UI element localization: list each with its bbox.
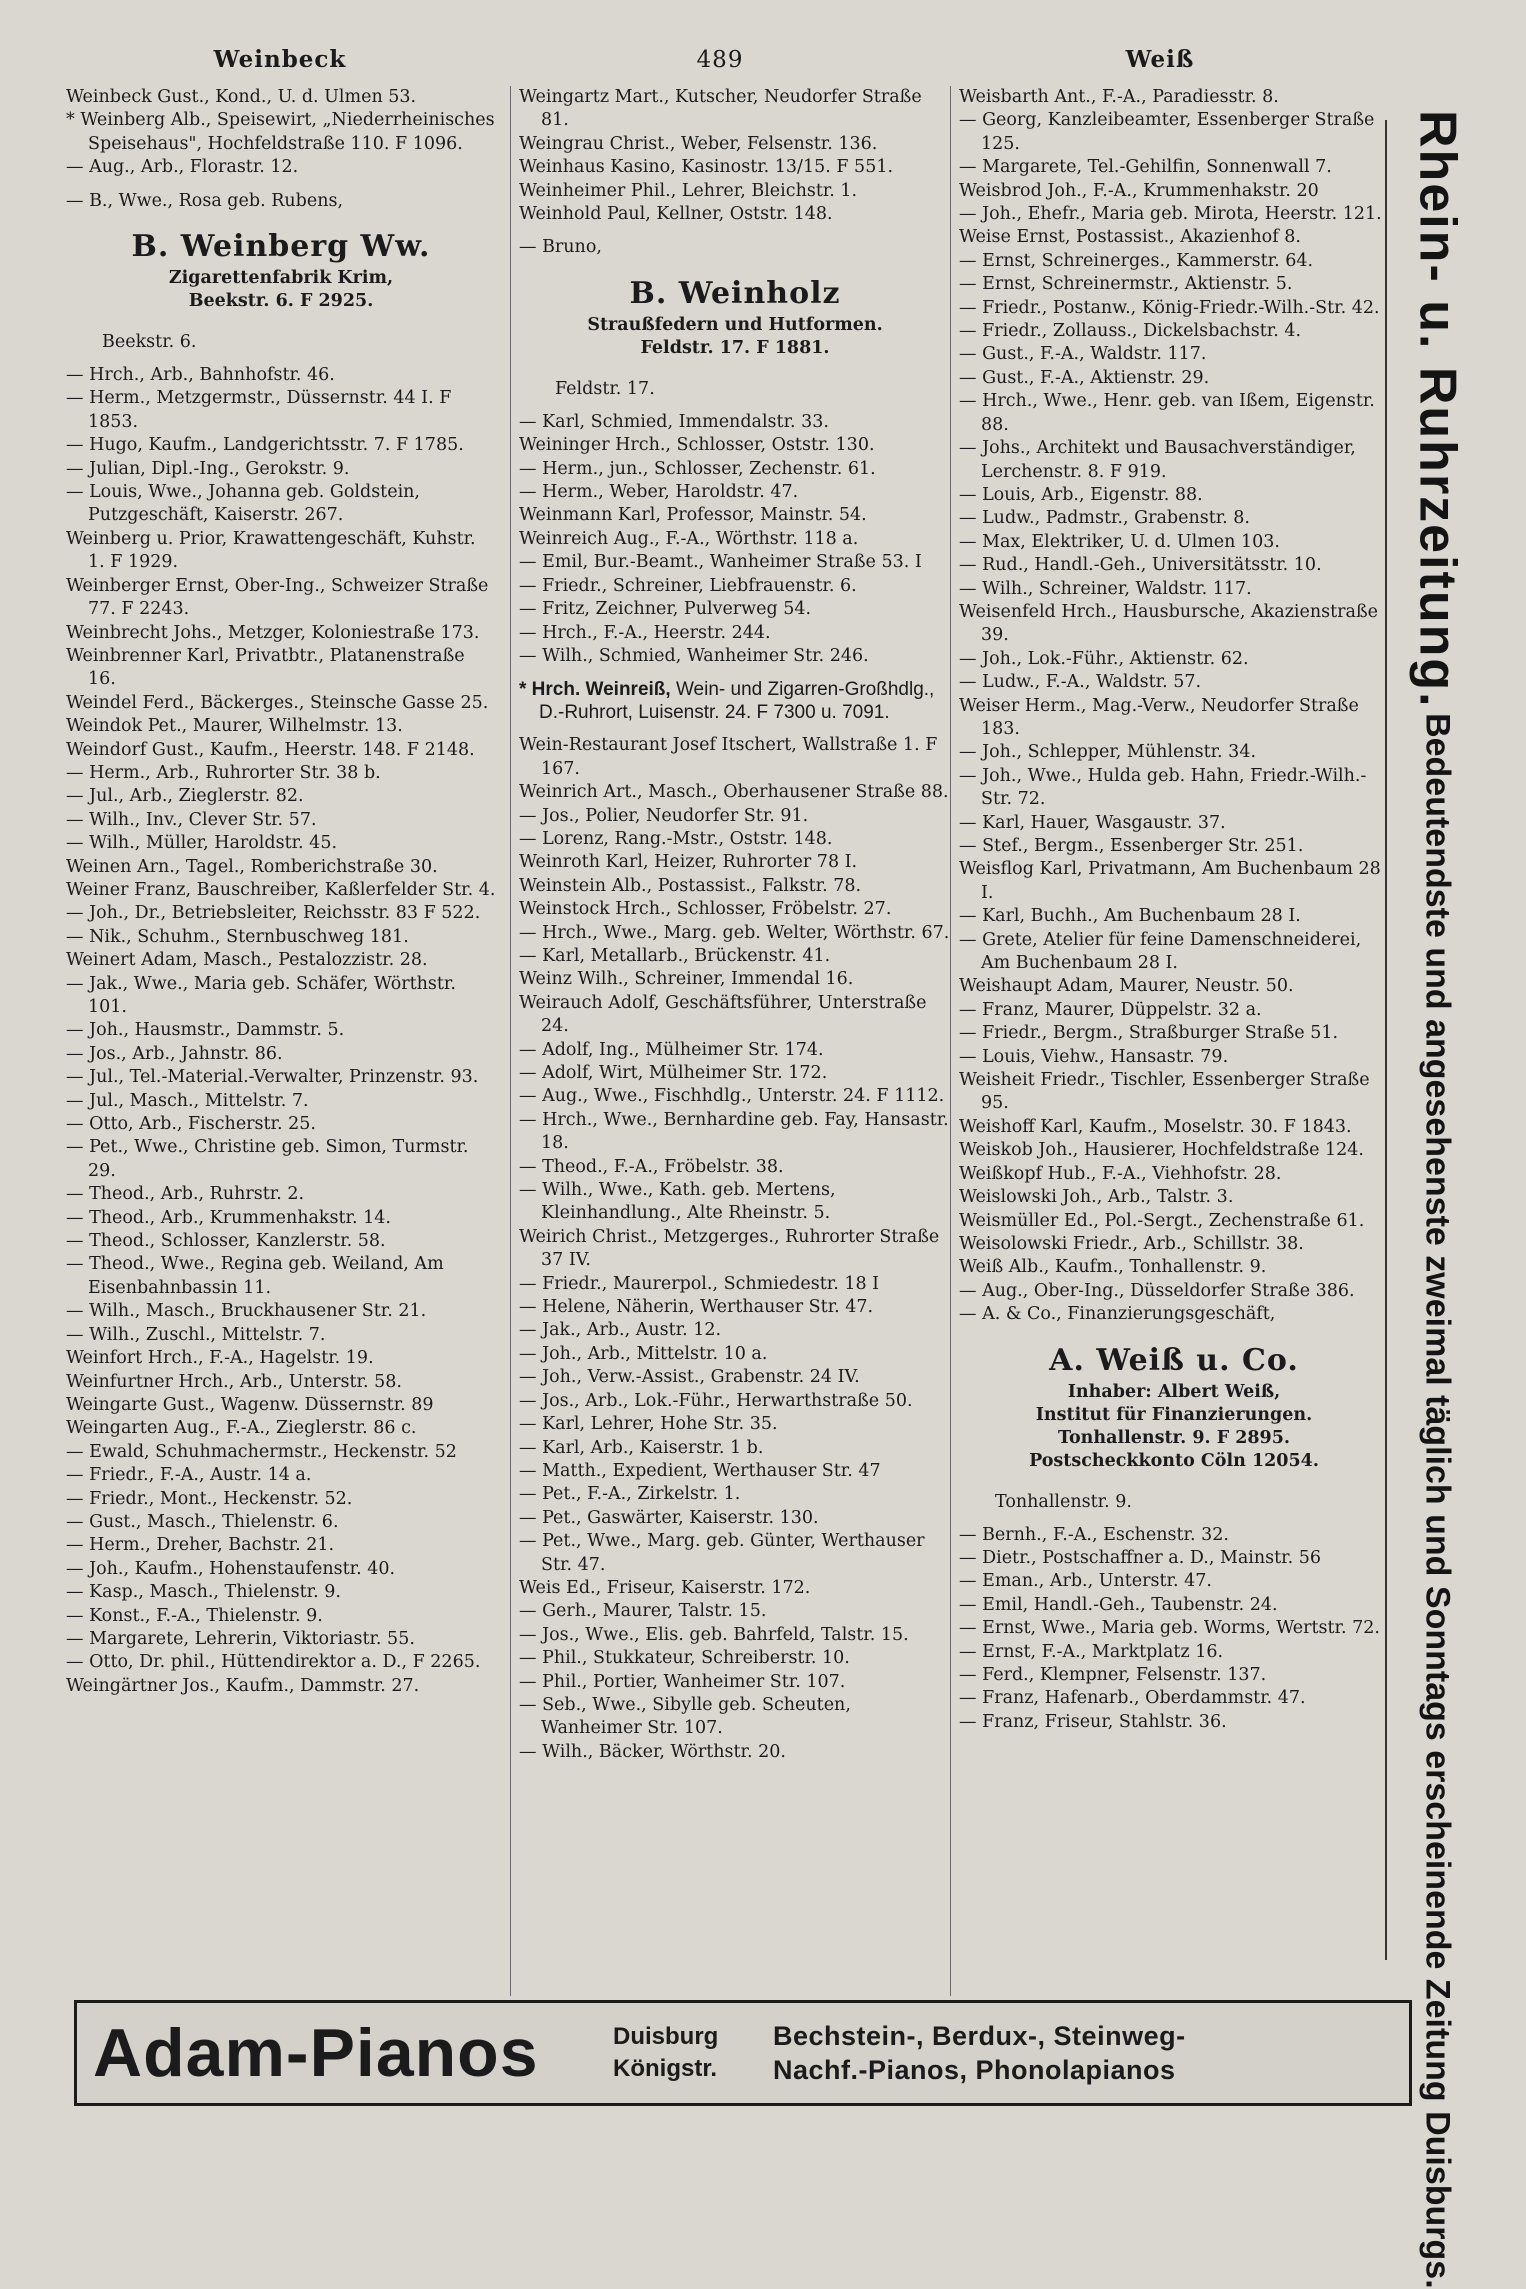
directory-entry: Weisolowski Friedr., Arb., Schillstr. 38. — [959, 1233, 1304, 1254]
directory-entry: — Otto, Arb., Fischerstr. 25. — [66, 1114, 316, 1135]
directory-entry: — Pet., Gaswärter, Kaiserstr. 130. — [519, 1507, 819, 1528]
directory-entry: — Friedr., Zollauss., Dickelsbachstr. 4. — [959, 321, 1302, 342]
directory-entry: — Bruno, — [519, 237, 602, 258]
directory-entry: — Friedr., Schreiner, Liebfrauenstr. 6. — [519, 575, 857, 596]
directory-entry: Weisenfeld Hrch., Hausbursche, Akazienstraße 39. — [959, 601, 1379, 646]
directory-entry: — Wilh., Bäcker, Wörthstr. 20. — [519, 1741, 786, 1762]
directory-entry: Weinstein Alb., Postassist., Falkstr. 78. — [519, 875, 862, 896]
col1-entries-a — [66, 86, 496, 213]
directory-entry: Weingartz Mart., Kutscher, Neudorfer Straße 81. — [519, 87, 922, 131]
directory-entry: Weinhold Paul, Kellner, Oststr. 148. — [519, 204, 833, 225]
ad-brand-name: Adam-Pianos — [93, 2015, 539, 2091]
directory-entry: — Gust., F.-A., Waldstr. 117. — [959, 344, 1207, 365]
directory-entry: — Karl, Schmied, Immendalstr. 33. — [519, 411, 829, 432]
directory-entry: — Hrch., Wwe., Bernhardine geb. Fay, Hansastr. 18. — [519, 1109, 949, 1154]
side-ad-tagline: Bedeutendste und angesehenste zweimal täglich und Sonntags erscheinende Zeitung Duisburgs. — [1418, 713, 1457, 2289]
directory-entry: Weinrich Art., Masch., Oberhausener Straße 88. — [519, 782, 949, 803]
directory-entry: — Joh., Dr., Betriebsleiter, Reichsstr. 83 F 522. — [66, 903, 481, 924]
directory-entry: — Wilh., Wwe., Kath. geb. Mertens, Kleinhandlung., Alte Rheinstr. 5. — [519, 1180, 836, 1224]
directory-entry: — Theod., F.-A., Fröbelstr. 38. — [519, 1156, 784, 1177]
directory-entry: Weindok Pet., Maurer, Wilhelmstr. 13. — [66, 716, 403, 737]
directory-entry: — Hrch., Wwe., Marg. geb. Welter, Wörthstr. 67. — [519, 922, 950, 943]
directory-entry: — Joh., Wwe., Hulda geb. Hahn, Friedr.-Wilh.-Str. 72. — [959, 765, 1367, 810]
directory-entry: Weinreich Aug., F.-A., Wörthstr. 118 a. — [519, 528, 859, 549]
directory-entry: Weiß Alb., Kaufm., Tonhallenstr. 9. — [959, 1257, 1267, 1278]
ad-line: Straußfedern und Hutformen. — [587, 314, 883, 335]
directory-entry: Weismüller Ed., Pol.-Sergt., Zechenstraße 61. — [959, 1210, 1365, 1231]
directory-entry: — Gust., Masch., Thielenstr. 6. — [66, 1511, 339, 1532]
directory-entry: Weisflog Karl, Privatmann, Am Buchenbaum 28 I. — [959, 859, 1381, 903]
directory-entry: — Karl, Lehrer, Hohe Str. 35. — [519, 1414, 778, 1435]
directory-entry: — Otto, Dr. phil., Hüttendirektor a. D., F 2265. — [66, 1652, 481, 1673]
directory-entry: — Jos., Arb., Lok.-Führ., Herwarthstraße 50. — [519, 1390, 913, 1411]
directory-entry: — Ferd., Klempner, Felsenstr. 137. — [959, 1664, 1267, 1685]
directory-entry: — Jak., Wwe., Maria geb. Schäfer, Wörthstr. 101. — [66, 973, 456, 1017]
directory-entry: Weisheit Friedr., Tischler, Essenberger Straße 95. — [959, 1070, 1370, 1114]
side-ad-title: Rhein- u. Ruhrzeitung. — [1408, 110, 1467, 709]
directory-entry: — Herm., Metzgermstr., Düssernstr. 44 I. F 1853. — [66, 388, 452, 432]
directory-entry: — Ernst, Wwe., Maria geb. Worms, Wertstr. 72. — [959, 1618, 1380, 1639]
directory-entry: Weishoff Karl, Kaufm., Moselstr. 30. F 1843. — [959, 1116, 1352, 1137]
directory-entry: — Hrch., Wwe., Henr. geb. van Ißem, Eigenstr. 88. — [959, 391, 1375, 435]
directory-entry: — Herm., Dreher, Bachstr. 21. — [66, 1535, 335, 1556]
side-newspaper-ad — [1390, 110, 1485, 2289]
directory-entry: Weinfort Hrch., F.-A., Hagelstr. 19. — [66, 1348, 374, 1369]
directory-entry: Weinen Arn., Tagel., Romberichstraße 30. — [66, 856, 438, 877]
directory-entry: — Pet., F.-A., Zirkelstr. 1. — [519, 1484, 741, 1505]
directory-entry: — Emil, Handl.-Geh., Taubenstr. 24. — [959, 1594, 1278, 1615]
directory-entry: Weise Ernst, Postassist., Akazienhof 8. — [959, 227, 1301, 248]
directory-entry: Weirauch Adolf, Geschäftsführer, Unterstraße 24. — [519, 992, 927, 1037]
directory-entry: Weingrau Christ., Weber, Felsenstr. 136. — [519, 133, 878, 154]
directory-entry: — Phil., Portier, Wanheimer Str. 107. — [519, 1671, 846, 1692]
directory-entry: Weinberger Ernst, Ober-Ing., Schweizer Straße 77. F 2243. — [66, 575, 489, 620]
directory-entry: — Julian, Dipl.-Ing., Gerokstr. 9. — [66, 458, 350, 479]
directory-entry: — Louis, Wwe., Johanna geb. Goldstein, Putzgeschäft, Kaiserstr. 267. — [66, 482, 420, 526]
ad-address — [613, 2021, 773, 2085]
directory-entry: — Franz, Maurer, Düppelstr. 32 a. — [959, 999, 1262, 1020]
running-head-left: Weinbeck — [213, 46, 347, 73]
directory-entry: — Gerh., Maurer, Talstr. 15. — [519, 1601, 767, 1622]
directory-entry: — Franz, Friseur, Stahlstr. 36. — [959, 1711, 1227, 1732]
directory-entry: — Franz, Hafenarb., Oberdammstr. 47. — [959, 1688, 1306, 1709]
directory-entry: — Herm., Weber, Haroldstr. 47. — [519, 482, 799, 503]
directory-entry: — Konst., F.-A., Thielenstr. 9. — [66, 1605, 323, 1626]
directory-entry: — Ewald, Schuhmachermstr., Heckenstr. 52 — [66, 1441, 457, 1462]
directory-entry: Weis Ed., Friseur, Kaiserstr. 172. — [519, 1577, 811, 1598]
directory-entry: — Margarete, Lehrerin, Viktoriastr. 55. — [66, 1628, 415, 1649]
directory-entry: — Stef., Bergm., Essenberger Str. 251. — [959, 836, 1304, 856]
ad-details: Wein- und Zigarren-Großhdlg., D.-Ruhrort, Luisenstr. 24. F 7300 u. 7091. — [539, 679, 935, 724]
directory-entry: — Friedr., Mont., Heckenstr. 52. — [66, 1488, 353, 1509]
column-1 — [66, 86, 496, 1996]
directory-entry: — Wilh., Schmied, Wanheimer Str. 246. — [519, 645, 869, 666]
col3-entries-b — [959, 1524, 1389, 1735]
directory-entry: — Theod., Wwe., Regina geb. Weiland, Am Eisenbahnbassin 11. — [66, 1254, 444, 1298]
running-head-right: Weiß — [1125, 46, 1195, 73]
column-3 — [950, 86, 1389, 1996]
directory-entry: — Ludw., F.-A., Waldstr. 57. — [959, 672, 1202, 693]
ad-brand-list — [773, 2019, 1186, 2087]
ad-street: Königstr. — [613, 2055, 718, 2082]
directory-entry: — Pet., Wwe., Marg. geb. Günter, Werthauser Str. 47. — [519, 1531, 925, 1575]
directory-entry: — Adolf, Ing., Mülheimer Str. 174. — [519, 1039, 824, 1060]
directory-entry: — Emil, Bur.-Beamt., Wanheimer Straße 53. I — [519, 552, 922, 573]
directory-entry: Weishaupt Adam, Maurer, Neustr. 50. — [959, 976, 1294, 997]
directory-entry: — Herm., Arb., Ruhrorter Str. 38 b. — [66, 762, 381, 783]
directory-entry: Weinmann Karl, Professor, Mainstr. 54. — [519, 505, 867, 526]
directory-entry: — Lorenz, Rang.-Mstr., Oststr. 148. — [519, 828, 833, 849]
ad-brands-line: Nachf.-Pianos, Phonolapianos — [773, 2055, 1176, 2085]
col2-entries-c — [519, 734, 951, 1764]
directory-entry: Weinbeck Gust., Kond., U. d. Ulmen 53. — [66, 87, 417, 107]
directory-entry: — Jos., Arb., Jahnstr. 86. — [66, 1043, 283, 1064]
directory-entry: — Jos., Polier, Neudorfer Str. 91. — [519, 805, 809, 826]
directory-entry: — Helene, Näherin, Werthauser Str. 47. — [519, 1297, 874, 1318]
directory-entry: — Aug., Arb., Florastr. 12. — [66, 157, 299, 178]
directory-entry: * Weinberg Alb., Speisewirt, „Niederrheinisches Speisehaus", Hochfeldstraße 110. F 1096. — [66, 110, 495, 154]
directory-entry: — Louis, Viehw., Hansastr. 79. — [959, 1046, 1229, 1067]
directory-entry: — Joh., Verw.-Assist., Grabenstr. 24 IV. — [519, 1367, 860, 1388]
directory-entry: Weinfurtner Hrch., Arb., Unterstr. 58. — [66, 1371, 402, 1392]
directory-entry: Wein-Restaurant Josef Itschert, Wallstraße 1. F 167. — [519, 735, 938, 779]
directory-entry: Weiser Herm., Mag.-Verw., Neudorfer Straße 183. — [959, 695, 1359, 739]
directory-entry: — Bernh., F.-A., Eschenstr. 32. — [959, 1524, 1229, 1545]
ad-firm-name: B. Weinholz — [629, 275, 841, 311]
directory-entry: — Gust., F.-A., Aktienstr. 29. — [959, 367, 1210, 388]
directory-entry: — Theod., Schlosser, Kanzlerstr. 58. — [66, 1231, 386, 1252]
column-2 — [510, 86, 951, 1996]
side-ad-rule — [1385, 120, 1387, 1960]
directory-entry: — Joh., Schlepper, Mühlenstr. 34. — [959, 742, 1257, 763]
directory-entry: Weinert Adam, Masch., Pestalozzistr. 28. — [66, 950, 428, 971]
directory-entry: — Theod., Arb., Krummenhakstr. 14. — [66, 1207, 391, 1228]
directory-entry: Weiner Franz, Bauschreiber, Kaßlerfelder Str. 4. — [66, 879, 496, 900]
directory-entry: — Georg, Kanzleibeamter, Essenberger Straße 125. — [959, 110, 1375, 154]
directory-entry: — Jos., Wwe., Elis. geb. Bahrfeld, Talstr. 15. — [519, 1624, 909, 1645]
directory-entry: — Nik., Schuhm., Sternbuschweg 181. — [66, 926, 409, 947]
weinreiss-ad — [519, 678, 951, 724]
directory-entry: — Friedr., Postanw., König-Friedr.-Wilh.-Str. 42. — [959, 297, 1380, 318]
directory-entry: — B., Wwe., Rosa geb. Rubens, — [66, 190, 344, 211]
directory-entry: — Margarete, Tel.-Gehilfin, Sonnenwall 7. — [959, 157, 1332, 178]
ad-line: Beekstr. 6. F 2925. — [188, 291, 374, 312]
directory-entry: — Friedr., Maurerpol., Schmiedestr. 18 I — [519, 1273, 880, 1294]
directory-entry: — Rud., Handl.-Geh., Universitätsstr. 10. — [959, 555, 1322, 576]
directory-entry: — Joh., Hausmstr., Dammstr. 5. — [66, 1020, 345, 1041]
directory-entry: — Wilh., Inv., Clever Str. 57. — [66, 809, 317, 830]
directory-entry: — Ernst, F.-A., Marktplatz 16. — [959, 1641, 1224, 1662]
directory-entry: — Friedr., F.-A., Austr. 14 a. — [66, 1465, 312, 1486]
directory-entry: Weingärtner Jos., Kaufm., Dammstr. 27. — [66, 1675, 420, 1696]
directory-entry: — Wilh., Müller, Haroldstr. 45. — [66, 833, 338, 854]
directory-entry: Weisbarth Ant., F.-A., Paradiesstr. 8. — [959, 87, 1279, 107]
weinberg-ad-box — [66, 227, 496, 354]
directory-entry: Weingarten Aug., F.-A., Zieglerstr. 86 c. — [66, 1418, 417, 1439]
directory-entry: Weininger Hrch., Schlosser, Oststr. 130. — [519, 435, 875, 456]
directory-entry: Weisbrod Joh., F.-A., Krummenhakstr. 20 — [959, 180, 1319, 201]
directory-entry: — Max, Elektriker, U. d. Ulmen 103. — [959, 531, 1280, 552]
directory-entry: — Hrch., Arb., Bahnhofstr. 46. — [66, 365, 335, 386]
col2-entries-b — [519, 411, 951, 668]
directory-entry: Weinstock Hrch., Schlosser, Fröbelstr. 27. — [519, 899, 892, 920]
directory-entry: — Eman., Arb., Unterstr. 47. — [959, 1571, 1212, 1592]
directory-entry: Weinheimer Phil., Lehrer, Bleichstr. 1. — [519, 180, 858, 201]
directory-entry: — Fritz, Zeichner, Pulverweg 54. — [519, 599, 812, 620]
directory-entry: — Jak., Arb., Austr. 12. — [519, 1320, 722, 1341]
directory-entry: Weinbrecht Johs., Metzger, Koloniestraße 173. — [66, 622, 480, 643]
directory-entry: — Ernst, Schreinermstr., Aktienstr. 5. — [959, 274, 1293, 295]
directory-entry: — Ernst, Schreinerges., Kammerstr. 64. — [959, 250, 1314, 271]
directory-entry: — Jul., Arb., Zieglerstr. 82. — [66, 786, 304, 807]
ad-line: Zigarettenfabrik Krim, — [168, 268, 394, 289]
directory-entry: Weindorf Gust., Kaufm., Heerstr. 148. F 2148. — [66, 739, 475, 760]
ad-line: Postscheckkonto Cöln 12054. — [1029, 1450, 1319, 1471]
directory-entry: — Herm., jun., Schlosser, Zechenstr. 61. — [519, 458, 876, 479]
ad-line: Inhaber: Albert Weiß, — [1067, 1381, 1281, 1402]
weinholz-ad-box — [519, 274, 951, 401]
directory-entry: — Pet., Wwe., Christine geb. Simon, Turmstr. 29. — [66, 1137, 469, 1181]
directory-entry: — Louis, Arb., Eigenstr. 88. — [959, 484, 1203, 505]
directory-entry: — Grete, Atelier für feine Damenschneiderei, Am Buchenbaum 28 I. — [959, 929, 1362, 974]
directory-entry: Weinberg u. Prior, Krawattengeschäft, Kuhstr. 1. F 1929. — [66, 528, 476, 573]
directory-entry: — Wilh., Masch., Bruckhausener Str. 21. — [66, 1301, 427, 1322]
directory-entry: — Joh., Lok.-Führ., Aktienstr. 62. — [959, 648, 1249, 669]
weiss-co-ad-box — [959, 1341, 1389, 1514]
directory-entry: Weirich Christ., Metzgerges., Ruhrorter Straße 37 IV. — [519, 1226, 940, 1271]
directory-entry: — Joh., Ehefr., Maria geb. Mirota, Heerstr. 121. — [959, 204, 1382, 225]
directory-entry: — Karl, Buchh., Am Buchenbaum 28 I. — [959, 906, 1301, 927]
col2-entries-a — [519, 86, 951, 260]
directory-entry: — Aug., Ober-Ing., Düsseldorfer Straße 386. — [959, 1280, 1355, 1301]
directory-entry: Weinz Wilh., Schreiner, Immendal 16. — [519, 969, 854, 990]
directory-entry: — Karl, Metallarb., Brückenstr. 41. — [519, 945, 831, 966]
directory-entry: Weinbrenner Karl, Privatbtr., Platanenstraße 16. — [66, 645, 465, 690]
directory-entry: Weißkopf Hub., F.-A., Viehhofstr. 28. — [959, 1163, 1282, 1184]
directory-entry: — Theod., Arb., Ruhrstr. 2. — [66, 1184, 305, 1205]
directory-entry: — Jul., Masch., Mittelstr. 7. — [66, 1090, 309, 1111]
ad-firm-name: B. Weinberg Ww. — [131, 229, 431, 265]
directory-entry: — Adolf, Wirt, Mülheimer Str. 172. — [519, 1063, 828, 1083]
directory-entry: — Wilh., Schreiner, Waldstr. 117. — [959, 578, 1252, 599]
col3-entries-a — [959, 86, 1389, 1327]
ad-brands-line: Bechstein-, Berdux-, Steinweg- — [773, 2021, 1186, 2051]
directory-entry: — Phil., Stukkateur, Schreiberstr. 10. — [519, 1648, 850, 1669]
directory-entry: Weingarte Gust., Wagenw. Düssernstr. 89 — [66, 1394, 434, 1415]
directory-entry: — Johs., Architekt und Bausachverständiger, Lerchenstr. 8. F 919. — [959, 438, 1356, 482]
col1-entries-b — [66, 364, 496, 1698]
directory-entry: Weinhaus Kasino, Kasinostr. 13/15. F 551. — [519, 157, 894, 178]
directory-entry: — Hugo, Kaufm., Landgerichtsstr. 7. F 1785. — [66, 435, 464, 456]
ad-firm-name: * Hrch. Weinreiß, — [519, 679, 671, 701]
directory-entry: — Seb., Wwe., Sibylle geb. Scheuten, Wanheimer Str. 107. — [519, 1694, 851, 1739]
directory-entry: — Kasp., Masch., Thielenstr. 9. — [66, 1582, 341, 1603]
page-number: 489 — [696, 47, 744, 73]
directory-entry: — Joh., Kaufm., Hohenstaufenstr. 40. — [66, 1558, 396, 1579]
ad-extra: Beekstr. 6. — [102, 332, 197, 353]
directory-entry: — Hrch., F.-A., Heerstr. 244. — [519, 622, 771, 643]
directory-entry: — Wilh., Zuschl., Mittelstr. 7. — [66, 1324, 326, 1345]
bottom-piano-ad — [74, 2000, 1412, 2106]
directory-entry: — Dietr., Postschaffner a. D., Mainstr. 56 — [959, 1547, 1322, 1568]
directory-entry: — Joh., Arb., Mittelstr. 10 a. — [519, 1343, 768, 1364]
ad-line: Tonhallenstr. 9. F 2895. — [1057, 1427, 1291, 1448]
directory-entry: Weislowski Joh., Arb., Talstr. 3. — [959, 1187, 1234, 1208]
ad-extra: Tonhallenstr. 9. — [995, 1491, 1132, 1512]
ad-firm-name: A. Weiß u. Co. — [1049, 1342, 1299, 1378]
directory-entry: — Aug., Wwe., Fischhdlg., Unterstr. 24. F 1112. — [519, 1086, 945, 1107]
directory-entry: — Jul., Tel.-Material.-Verwalter, Prinzenstr. 93. — [66, 1067, 479, 1088]
directory-entry: — Ludw., Padmstr., Grabenstr. 8. — [959, 508, 1250, 529]
ad-line: Institut für Finanzierungen. — [1035, 1404, 1313, 1425]
directory-entry: — Friedr., Bergm., Straßburger Straße 51. — [959, 1023, 1339, 1044]
directory-entry: Weiskob Joh., Hausierer, Hochfeldstraße 124. — [959, 1140, 1364, 1161]
directory-entry: — Karl, Arb., Kaiserstr. 1 b. — [519, 1437, 764, 1458]
ad-city: Duisburg — [613, 2023, 719, 2050]
directory-entry: Weindel Ferd., Bäckerges., Steinsche Gasse 25. — [66, 692, 489, 713]
directory-entry: — A. & Co., Finanzierungsgeschäft, — [959, 1304, 1276, 1325]
directory-entry: Weinroth Karl, Heizer, Ruhrorter 78 I. — [519, 852, 858, 873]
ad-extra: Feldstr. 17. — [555, 378, 655, 399]
directory-entry: — Karl, Hauer, Wasgaustr. 37. — [959, 812, 1226, 833]
ad-line: Feldstr. 17. F 1881. — [640, 337, 830, 358]
directory-entry: — Matth., Expedient, Werthauser Str. 47 — [519, 1460, 881, 1481]
